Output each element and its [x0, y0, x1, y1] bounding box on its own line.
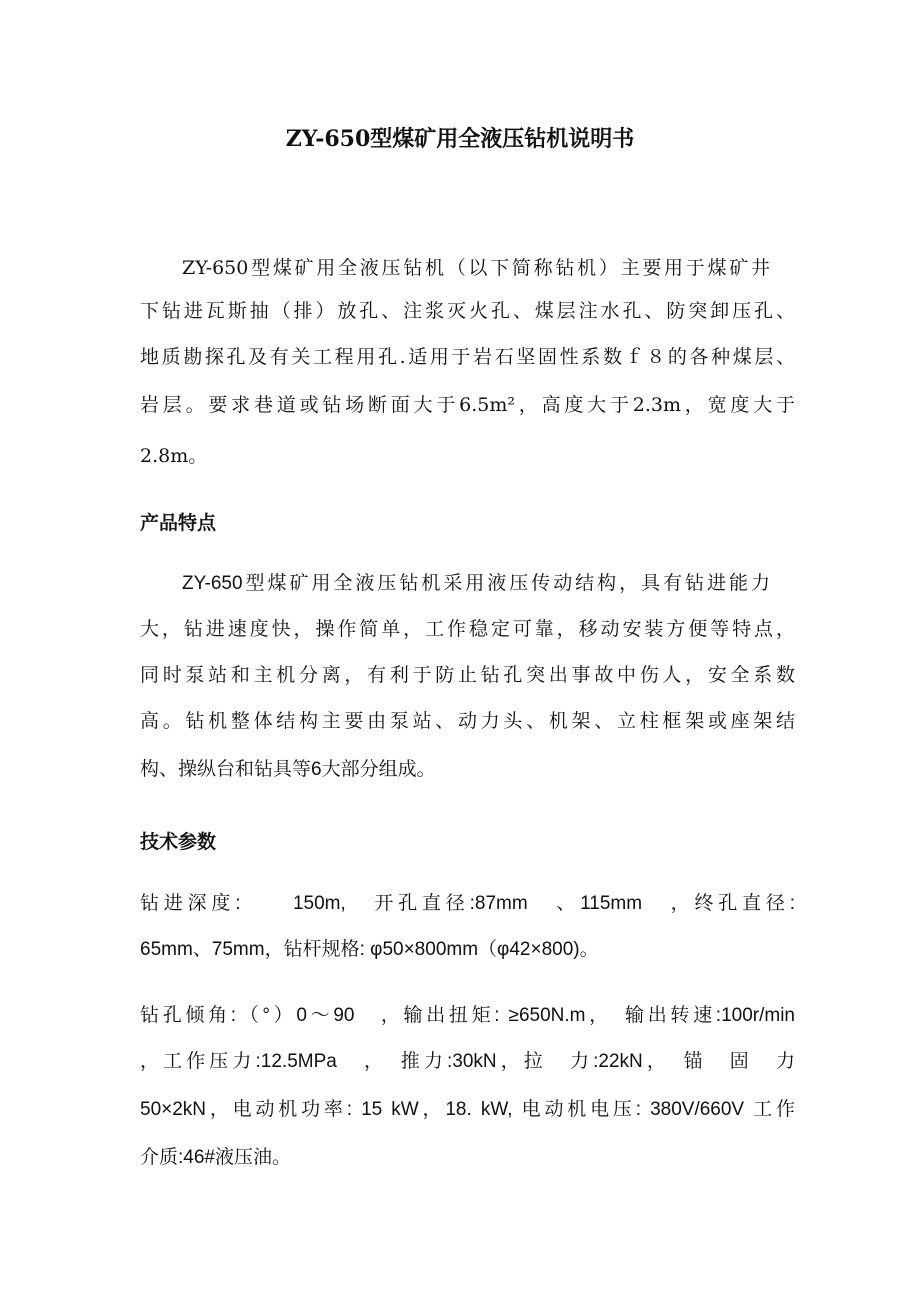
text-line: 地质勘探孔及有关工程用孔.适用于岩石坚固性系数ｆ８的各种煤层、 [140, 346, 795, 368]
text-line: ZY-650型煤矿用全液压钻机（以下简称钻机）主要用于煤矿井 [182, 257, 770, 279]
text-line: 50×2kN，电动机功率: 15 kW，18. kW, 电动机电压: 380V/660V 工作 [140, 1099, 795, 1120]
text-line: ，工作压力:12.5MPa ， 推力:30kN，拉 力:22kN， 锚 固 力 [140, 1051, 795, 1072]
text-line: 岩层。要求巷道或钻场断面大于6.5m²，高度大于2.3m，宽度大于 [140, 394, 795, 416]
text-line: 65mm、75mm，钻杆规格: φ50×800mm（φ42×800)。 [140, 939, 599, 960]
text-line: 高。钻机整体结构主要由泵站、动力头、机架、立柱框架或座架结 [140, 711, 795, 732]
text-line: 钻进深度: 150m, 开孔直径:87mm 、115mm ，终孔直径: [140, 893, 795, 914]
text-line: 同时泵站和主机分离，有利于防止钻孔突出事故中伤人，安全系数 [140, 665, 795, 686]
features-heading: 产品特点 [140, 512, 217, 534]
text-line: 大，钻进速度快，操作简单，工作稳定可靠，移动安装方便等特点， [140, 619, 795, 640]
text-line: 2.8m。 [140, 445, 208, 467]
text-line: 钻孔倾角:（°）0～90 ，输出扭矩: ≥650N.m， 输出转速:100r/min [140, 1005, 795, 1026]
text-line: ZY-650型煤矿用全液压钻机采用液压传动结构，具有钻进能力 [182, 573, 770, 594]
document-title: ZY-650型煤矿用全液压钻机说明书 [285, 126, 635, 152]
text-line: 介质:46#液压油。 [140, 1147, 291, 1168]
params-heading: 技术参数 [140, 831, 217, 853]
text-line: 构、操纵台和钻具等6大部分组成。 [140, 759, 436, 780]
text-line: 下钻进瓦斯抽（排）放孔、注浆灭火孔、煤层注水孔、防突卸压孔、 [140, 300, 795, 322]
